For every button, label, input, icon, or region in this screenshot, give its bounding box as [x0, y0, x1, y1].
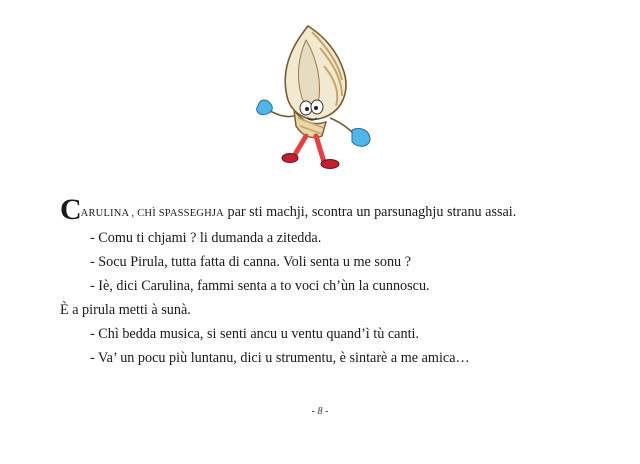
shell-character-illustration [250, 18, 380, 178]
story-line: - Va’ un pocu più luntanu, dici u strumentu, è sintarè a me amica… [90, 350, 470, 366]
page-number: - 8 - [311, 406, 329, 417]
story-line: - Chì bedda musica, si senti ancu u ventu quand’ì tù canti. [90, 326, 419, 342]
story-line-first [60, 193, 600, 226]
story-line: - Comu ti chjami ? li dumanda a zitedda. [90, 230, 322, 246]
smallcaps-text: ARULINA , CHÌ SPASSEGHJA [80, 208, 224, 219]
story-line: - Socu Pirula, tutta fatta di canna. Voli senta u me sonu ? [90, 254, 411, 270]
story-line: - Iè, dici Carulina, fammi senta a to voci ch’ùn la cunnoscu. [90, 278, 430, 294]
dropcap-letter: C [60, 193, 81, 226]
story-line: È a pirula metti à sunà. [60, 302, 191, 318]
story-text [60, 193, 600, 370]
first-line-rest: par sti machji, scontra un parsunaghju stranu assai. [223, 204, 517, 220]
shell-character-icon [250, 18, 380, 178]
